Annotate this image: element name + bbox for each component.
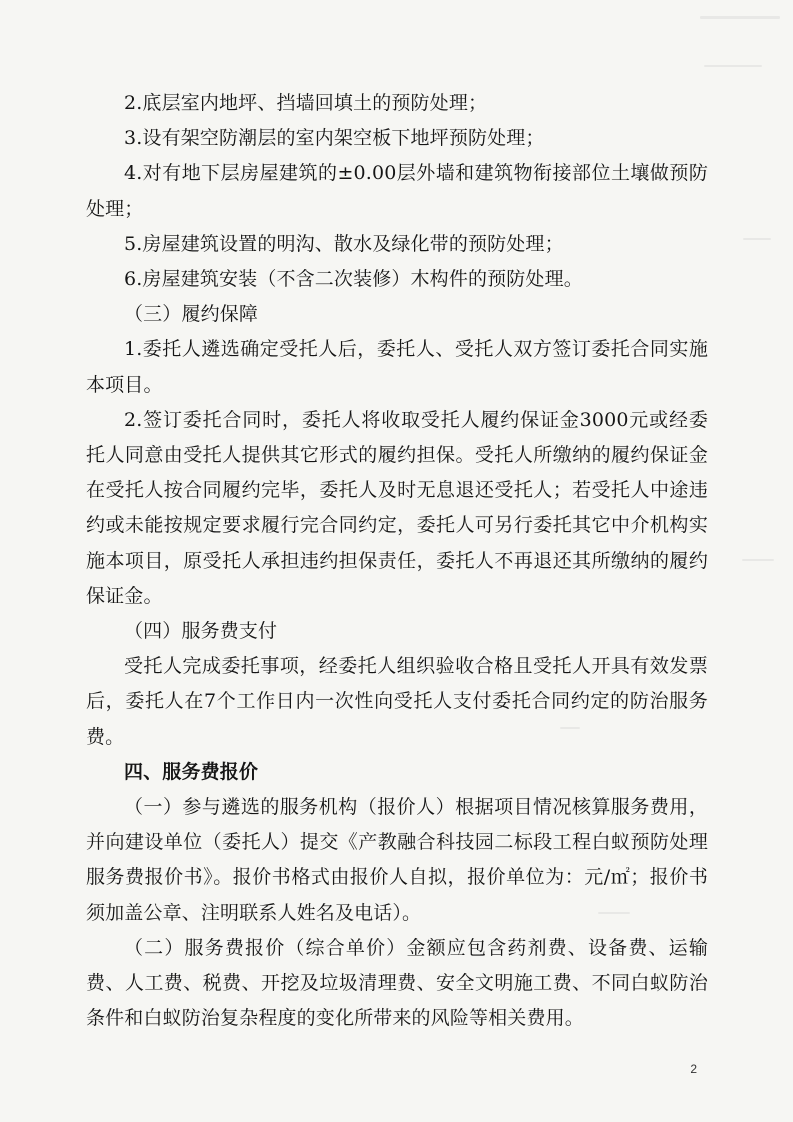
document-body <box>86 86 708 1036</box>
paragraph: 6.房屋建筑安装（不含二次装修）木构件的预防处理。 <box>124 268 583 291</box>
paragraph: 2.签订委托合同时，委托人将收取受托人履约保证金3000元或经委托人同意由受托人提供其它形式的履约担保。受托人所缴纳的履约保证金在受托人按合同履约完毕，委托人及时无息退还受托人；若受托人中途违约或未能按规定要求履行完合同约定，委托人可另行委托其它中介机构实施本项目，原受托人承担违约担保责任，委托人不再退还其所缴纳的履约保证金。 <box>86 408 708 607</box>
scan-artifact <box>704 65 762 67</box>
paragraph: 4.对有地下层房屋建筑的±0.00层外墙和建筑物衔接部位土壤做预防处理； <box>86 162 708 220</box>
paragraph: 1.委托人遴选确定受托人后，委托人、受托人双方签订委托合同实施本项目。 <box>86 338 708 396</box>
paragraph: 3.设有架空防潮层的室内架空板下地坪预防处理； <box>124 127 545 150</box>
scan-artifact <box>743 238 771 240</box>
paragraph: （二）服务费报价（综合单价）金额应包含药剂费、设备费、运输费、人工费、税费、开挖及垃圾清理费、安全文明施工费、不同白蚁防治条件和白蚁防治复杂程度的变化所带来的风险等相关费用。 <box>86 936 708 1030</box>
main-heading: 四、服务费报价 <box>124 760 259 783</box>
page-number: 2 <box>690 1062 697 1076</box>
paragraph: 2.底层室内地坪、挡墙回填土的预防处理； <box>124 92 488 114</box>
scan-artifact <box>700 16 780 19</box>
paragraph: 受托人完成委托事项，经委托人组织验收合格且受托人开具有效发票后，委托人在7个工作日内一次性向受托人支付委托合同约定的防治服务费。 <box>86 655 708 748</box>
paragraph: （一）参与遴选的服务机构（报价人）根据项目情况核算服务费用，并向建设单位（委托人）提交《产教融合科技园二标段工程白蚁预防处理服务费报价书》。报价书格式由报价人自拟，报价单位为：元/㎡；报价书须加盖公章、注明联系人姓名及电话）。 <box>86 796 708 924</box>
paragraph: 5.房屋建筑设置的明沟、散水及绿化带的预防处理； <box>124 232 564 255</box>
section-heading: （四）服务费支付 <box>124 620 278 643</box>
section-heading: （三）履约保障 <box>124 303 259 326</box>
scan-artifact <box>742 559 774 561</box>
